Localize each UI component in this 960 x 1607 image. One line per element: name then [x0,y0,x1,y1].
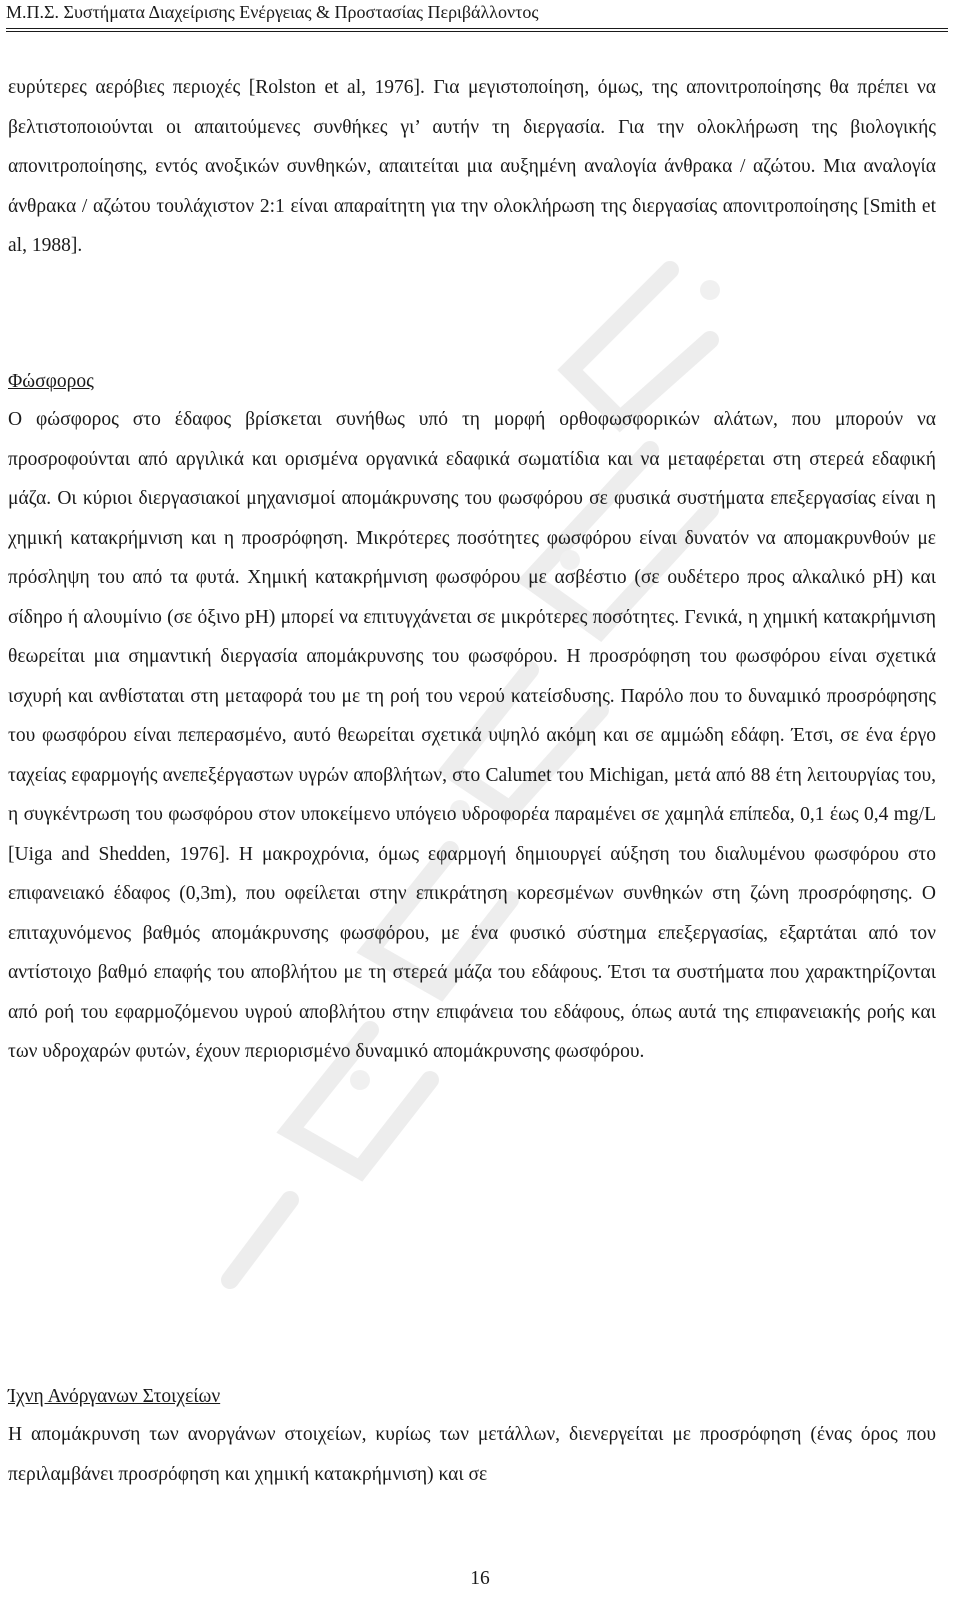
header-rule [6,31,948,32]
paragraph-inorganic-elements: Η απομάκρυνση των ανοργάνων στοιχείων, κυρίως των μετάλλων, διενεργείται με προσρόφηση (ένας όρος που περιλαμβάνει προσρόφηση και χημική κατακρήμνιση) και σε [8,1424,936,1485]
page-header-title: Μ.Π.Σ. Συστήματα Διαχείρισης Ενέργειας & Προστασίας Περιβάλλοντος [6,2,539,22]
heading-phosphorus: Φώσφορος [8,371,94,392]
page-number: 16 [470,1568,490,1589]
paragraph-phosphorus: Ο φώσφορος στο έδαφος βρίσκεται συνήθως υπό τη μορφή ορθοφωσφορικών αλάτων, που μπορούν να προσροφούνται από αργιλικά και ορισμένα οργανικά εδαφικά σωματίδια και να μεταφέρεται στη στερεά εδαφική μάζα. Οι κύριοι διεργασιακοί μηχανισμοί απομάκρυνσης του φωσφόρου σε φυσικά συστήματα επεξεργασίας είναι η χημική κατακρήμνιση και η προσρόφηση. Μικρότερες ποσότητες φωσφόρου είναι δυνατόν να απομακρυνθούν με πρόσληψη του από τα φυτά. Χημική κατακρήμνιση φωσφόρου με ασβέστιο (σε ουδέτερο προς αλκαλικό pH) και σίδηρο ή αλουμίνιο (σε όξινο pH) μπορεί να επιτυγχάνεται σε μικρότερες ποσότητες. Γενικά, η χημική κατακρήμνιση θεωρείται μια σημαντική διεργασία απομάκρυνσης του φωσφόρου. Η προσρόφηση του φωσφόρου είναι σχετικά ισχυρή και ανθίσταται στη μεταφορά του με τη ροή του νερού κατείσδυσης. Παρόλο που το δυναμικό προσρόφησης του φωσφόρου είναι πεπερασμένο, αυτό θεωρείται σχετικά υψηλό ακόμη και σε αμμώδη εδάφη. Έτσι, σε ένα έργο ταχείας εφαρμογής ανεπεξέργαστων υγρών αποβλήτων, στο Calumet του Michigan, μετά από 88 έτη λειτουργίας του, η συγκέντρωση του φωσφόρου στον υποκείμενο υπόγειο υδροφορέα παραμένει σε χαμηλά επίπεδα, 0,1 έως 0,4 mg/L [Uiga and Shedden, 1976]. Η μακροχρόνια, όμως εφαρμογή δημιουργεί αύξηση του διαλυμένου φωσφόρου στο επιφανειακό έδαφος (0,3m), που οφείλεται στην επικράτηση κορεσμένων συνθηκών στη ζώνη προσρόφησης. Ο επιταχυνόμενος βαθμός απομάκρυνσης φωσφόρου, με ένα φυσικό σύστημα επεξεργασίας, εξαρτάται από τον αντίστοιχο βαθμό επαφής του αποβλήτου με τη στερεά μάζα του εδάφους. Έτσι τα συστήματα που χαρακτηρίζονται από ροή του εφαρμοζόμενου υγρού αποβλήτου στην επιφάνεια του εδάφους, όπως αυτά της επιφανειακής ροής και των υδροχαρών φυτών, έχουν περιορισμένο δυναμικό απομάκρυνσης φωσφόρου. [8,409,936,1062]
paragraph-denitrification: ευρύτερες αερόβιες περιοχές [Rolston et al, 1976]. Για μεγιστοποίηση, όμως, της απονιτροποίησης θα πρέπει να βελτιστοποιούνται οι απαιτούμενες συνθήκες γι’ αυτήν τη διεργασία. Για την ολοκλήρωση της βιολογικής απονιτροποίησης, εντός ανοξικών συνθηκών, απαιτείται μια αυξημένη αναλογία άνθρακα / αζώτου. Μια αναλογία άνθρακα / αζώτου τουλάχιστον 2:1 είναι απαραίτητη για την ολοκλήρωση της διεργασίας απονιτροποίησης [Smith et al, 1988]. [8,77,936,256]
heading-trace-inorganic-elements: Ίχνη Ανόργανων Στοιχείων [8,1386,221,1407]
header-rule [6,28,948,29]
